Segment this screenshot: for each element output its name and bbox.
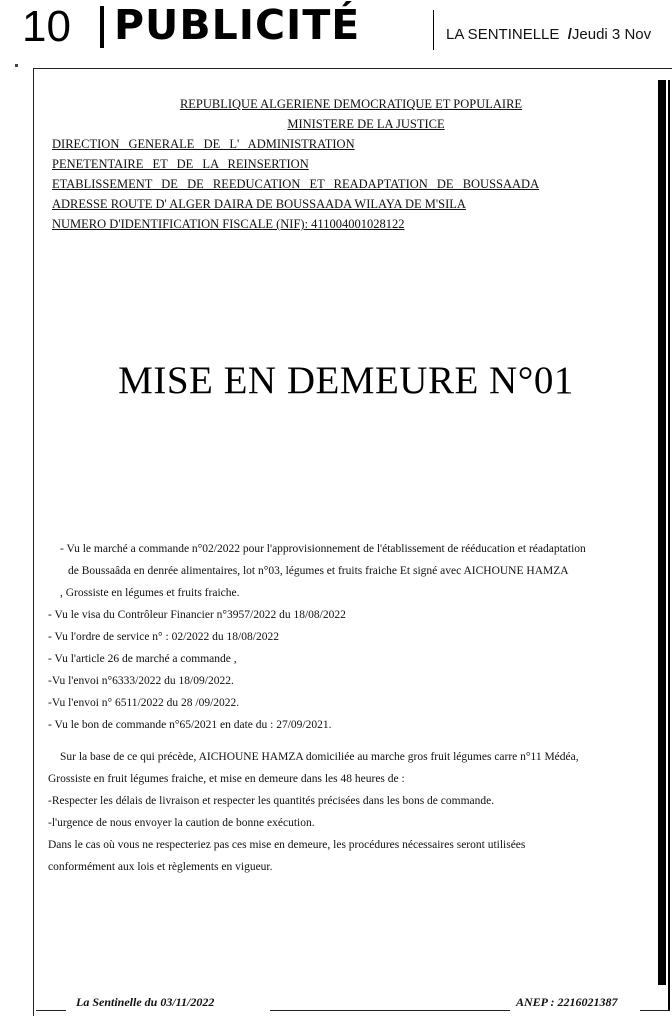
decision-intro: Sur la base de ce qui précède, AICHOUNE HAMZA domiciliée au marche gros fruit légumes carre n°11 Médéa, bbox=[60, 751, 579, 763]
footer-anep: ANEP : 2216021387 bbox=[516, 995, 618, 1009]
page-number: 10 bbox=[22, 2, 71, 51]
page-header bbox=[0, 0, 672, 58]
vu-bon-commande: - Vu le bon de commande n°65/2021 en date du : 27/09/2021. bbox=[48, 719, 332, 731]
issue-date: Jeudi 3 Nov bbox=[571, 26, 652, 43]
vu-envoi-1: -Vu l'envoi n°6333/2022 du 18/09/2022. bbox=[48, 675, 234, 687]
footer-rule-right bbox=[640, 1010, 670, 1011]
notice-body bbox=[48, 538, 658, 878]
establishment-line: ETABLISSEMENT DE DE REEDUCATION ET READAPTATION DE BOUSSAADA bbox=[52, 177, 540, 191]
header-divider bbox=[100, 6, 104, 48]
nif-line: NUMERO D'IDENTIFICATION FISCALE (NIF): 411004001028122 bbox=[52, 217, 405, 231]
vu-marche-cont-2: , Grossiste en légumes et fruits fraiche. bbox=[60, 587, 240, 599]
decision-caution: -l'urgence de nous envoyer la caution de bonne exécution. bbox=[48, 817, 315, 829]
direction-line: DIRECTION GENERALE DE L' ADMINISTRATION bbox=[52, 137, 355, 151]
vu-article: - Vu l'article 26 de marché a commande , bbox=[48, 653, 237, 665]
dateline: LA SENTINELLE /Jeudi 3 Nov bbox=[446, 26, 652, 43]
decision-consequence: Dans le cas où vous ne respecteriez pas ces mise en demeure, les procédures nécessaires seront utilisées bbox=[48, 839, 526, 851]
publication-name: LA SENTINELLE bbox=[446, 26, 560, 43]
decision-consequence-2: conformément aux lois et règlements en vigueur. bbox=[48, 861, 273, 873]
header-separator bbox=[433, 10, 434, 50]
footer-rule-middle bbox=[270, 1010, 510, 1011]
footer-publication-ref: La Sentinelle du 03/11/2022 bbox=[76, 995, 215, 1009]
notice-title: MISE EN DEMEURE N°01 bbox=[118, 359, 574, 402]
republic-line: REPUBLIQUE ALGERIENE DEMOCRATIQUE ET POPULAIRE bbox=[179, 97, 523, 111]
ministry-line: MINISTERE DE LA JUSTICE bbox=[287, 117, 445, 131]
decision-line-2: Grossiste en fruit légumes fraiche, et mise en demeure dans les 48 heures de : bbox=[48, 773, 405, 785]
section-title: PUBLICITÉ bbox=[114, 1, 361, 49]
address-line: ADRESSE ROUTE D' ALGER DAIRA DE BOUSSAADA WILAYA DE M'SILA bbox=[52, 197, 466, 211]
vu-visa: - Vu le visa du Contrôleur Financier n°3957/2022 du 18/08/2022 bbox=[48, 609, 346, 621]
vu-ordre-service: - Vu l'ordre de service n° : 02/2022 du 18/08/2022 bbox=[48, 631, 279, 643]
print-mark bbox=[15, 64, 18, 67]
vu-marche: - Vu le marché a commande n°02/2022 pour l'approvisionnement de l'établissement de rééducation et réadaptation bbox=[60, 543, 586, 555]
administration-header bbox=[0, 94, 672, 234]
notice-footer bbox=[0, 995, 672, 1017]
decision-delais: -Respecter les délais de livraison et respecter les quantités précisées dans les bons de commande. bbox=[48, 795, 495, 807]
footer-rule-left bbox=[36, 1010, 66, 1011]
direction-line-2: PENETENTAIRE ET DE LA REINSERTION bbox=[52, 157, 309, 171]
notice-border-top bbox=[33, 68, 672, 69]
vu-envoi-2: -Vu l'envoi n° 6511/2022 du 28 /09/2022. bbox=[48, 697, 240, 709]
vu-marche-cont: de Boussaâda en denrée alimentaires, lot n°03, légumes et fruits fraiche Et signé avec AICHOUNE HAMZA bbox=[68, 565, 569, 577]
